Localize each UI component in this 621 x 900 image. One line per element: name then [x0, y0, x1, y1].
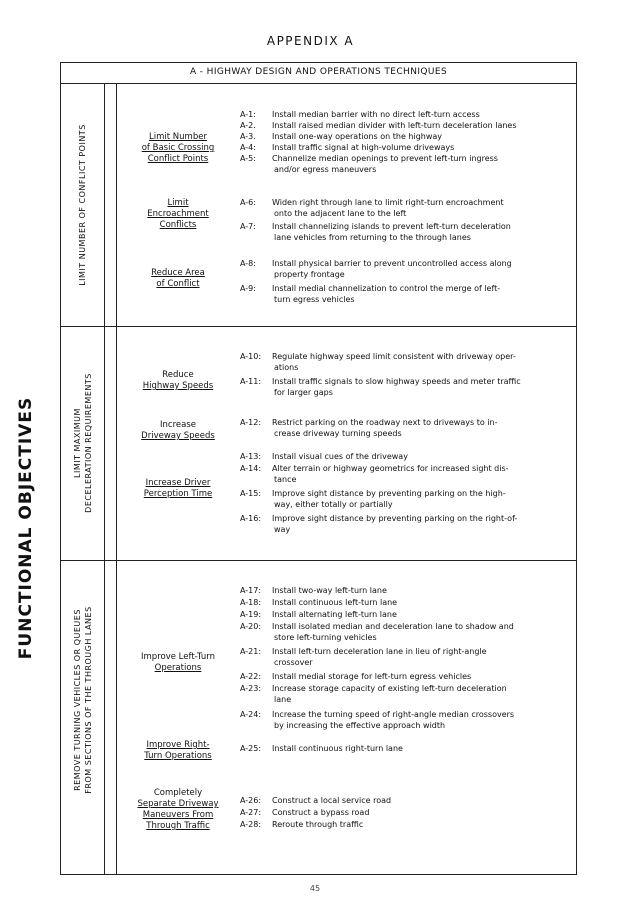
technique-code: A-25:: [240, 744, 262, 753]
technique-code: A-4:: [240, 143, 256, 152]
technique-text: Install continuous right-turn lane: [272, 744, 403, 753]
technique-text: property frontage: [274, 269, 345, 279]
technique-item: [240, 377, 562, 398]
subobjective-line: Reduce Area: [151, 268, 205, 278]
technique-item: [240, 672, 562, 683]
subobjective-line: of Conflict: [156, 279, 200, 289]
technique-code: A-1:: [240, 110, 256, 119]
technique-text: store left-turning vehicles: [274, 632, 377, 642]
technique-item: [240, 284, 562, 305]
technique-text: Improve sight distance by preventing parking on the high-: [272, 489, 506, 498]
technique-text: Install medial storage for left-turn egress vehicles: [272, 672, 472, 681]
technique-item: [240, 352, 562, 373]
technique-item: [240, 598, 562, 609]
subobjective: [118, 370, 238, 392]
technique-code: A-11:: [240, 377, 262, 386]
subobjective: [118, 132, 238, 165]
technique-text: Reroute through traffic: [272, 820, 364, 829]
technique-code: A-20:: [240, 622, 262, 631]
technique-item: [240, 259, 562, 280]
technique-code: A-13:: [240, 452, 262, 461]
technique-code: A-16:: [240, 514, 262, 523]
subobjective-line: Turn Operations: [144, 751, 212, 761]
technique-code: A-9:: [240, 284, 256, 293]
technique-text: Channelize median openings to prevent left-turn ingress: [272, 154, 498, 163]
technique-text: Construct a local service road: [272, 796, 392, 805]
technique-text: crossover: [274, 657, 313, 667]
technique-code: A-12:: [240, 418, 262, 427]
subobjective: [118, 478, 238, 500]
technique-code: A-10:: [240, 352, 262, 361]
group-divider: [60, 560, 577, 561]
technique-text: Install continuous left-turn lane: [272, 598, 398, 607]
side-title: FUNCTIONAL OBJECTIVES: [16, 396, 36, 660]
subobjective: [118, 420, 238, 442]
technique-code: A-3.: [240, 132, 256, 141]
technique-item: [240, 586, 562, 597]
technique-item: [240, 489, 562, 510]
technique-code: A-21:: [240, 647, 262, 656]
technique-text: Alter terrain or highway geometrics for increased sight dis-: [272, 464, 509, 473]
technique-text: Construct a bypass road: [272, 808, 370, 817]
technique-item: [240, 710, 562, 731]
technique-text: turn egress vehicles: [274, 294, 355, 304]
subobjective-line: Completely: [153, 788, 203, 798]
technique-item: [240, 198, 562, 219]
technique-text: Install traffic signals to slow highway speeds and meter traffic: [272, 377, 521, 386]
technique-code: A-19:: [240, 610, 262, 619]
technique-code: A-27:: [240, 808, 262, 817]
technique-text: Regulate highway speed limit consistent with driveway oper-: [272, 352, 516, 361]
technique-text: onto the adjacent lane to the left: [274, 208, 407, 218]
technique-text: by increasing the effective approach width: [274, 720, 446, 730]
technique-item: [240, 514, 562, 535]
technique-code: A-14:: [240, 464, 262, 473]
technique-text: way, either totally or partially: [274, 499, 393, 509]
objective-line: DECELERATION REQUIREMENTS: [84, 373, 93, 513]
technique-text: for larger gaps: [274, 387, 333, 397]
subobjective-line: of Basic Crossing: [141, 143, 215, 153]
page-number: 45: [309, 884, 321, 893]
technique-item: [240, 610, 562, 621]
technique-text: ations: [274, 362, 299, 372]
technique-item: [240, 744, 562, 755]
technique-item: [240, 143, 562, 154]
technique-code: A-23:: [240, 684, 262, 693]
subobjective-line: Operations: [154, 663, 202, 673]
technique-text: lane: [274, 694, 292, 704]
technique-text: Install channelizing islands to prevent left-turn deceleration: [272, 222, 511, 231]
objective-line: FROM SECTIONS OF THE THROUGH LANES: [84, 606, 93, 794]
technique-text: tance: [274, 474, 297, 484]
subobjective-line: Improve Left-Turn: [141, 652, 215, 662]
technique-text: Install median barrier with no direct left-turn access: [272, 110, 480, 119]
subobjective-line: Perception Time: [143, 489, 213, 499]
group-divider: [60, 326, 577, 327]
technique-code: A-15:: [240, 489, 262, 498]
technique-item: [240, 647, 562, 668]
subobjective: [118, 198, 238, 231]
technique-text: Install traffic signal at high-volume driveways: [272, 143, 455, 152]
subobjective-line: Through Traffic: [146, 821, 210, 831]
objective-column-divider: [104, 84, 105, 875]
subobjective-line: Encroachment: [147, 209, 209, 219]
technique-code: A-5:: [240, 154, 256, 163]
technique-text: Install left-turn deceleration lane in lieu of right-angle: [272, 647, 487, 656]
technique-text: Install two-way left-turn lane: [272, 586, 387, 595]
technique-code: A-8:: [240, 259, 256, 268]
technique-item: [240, 820, 562, 831]
subobjective-line: Highway Speeds: [142, 381, 214, 391]
section-header: A - HIGHWAY DESIGN AND OPERATIONS TECHNIQUES: [60, 62, 577, 84]
technique-text: Install alternating left-turn lane: [272, 610, 397, 619]
subobjective-line: Reduce: [162, 370, 194, 380]
technique-item: [240, 452, 562, 463]
subobjective-line: Conflict Points: [147, 154, 209, 164]
technique-item: [240, 796, 562, 807]
subobjective: [118, 268, 238, 290]
objective-group-2: [72, 333, 94, 553]
technique-code: A-24:: [240, 710, 262, 719]
technique-item: [240, 808, 562, 819]
subobjective-line: Driveway Speeds: [141, 431, 215, 441]
technique-code: A-6:: [240, 198, 256, 207]
subobjective-line: Limit: [167, 198, 189, 208]
technique-text: Install raised median divider with left-turn deceleration lanes: [272, 121, 517, 130]
technique-item: [240, 132, 562, 143]
technique-text: Increase the turning speed of right-angle median crossovers: [272, 710, 515, 719]
technique-text: way: [274, 524, 291, 534]
technique-item: [240, 418, 562, 439]
technique-item: [240, 622, 562, 643]
technique-item: [240, 154, 562, 175]
technique-item: [240, 222, 562, 243]
subobjective-line: Maneuvers From: [142, 810, 214, 820]
technique-text: Install isolated median and deceleration lane to shadow and: [272, 622, 514, 631]
subobjective: [118, 740, 238, 762]
technique-text: Install one-way operations on the highway: [272, 132, 443, 141]
technique-code: A-17:: [240, 586, 262, 595]
technique-item: [240, 684, 562, 705]
technique-text: Widen right through lane to limit right-turn encroachment: [272, 198, 504, 207]
subobjective-line: Limit Number: [149, 132, 207, 142]
subobjective: [118, 788, 238, 832]
subobjective: [118, 652, 238, 674]
subobjective-line: Conflicts: [159, 220, 197, 230]
subobjective-line: Increase Driver: [145, 478, 211, 488]
technique-text: Improve sight distance by preventing parking on the right-of-: [272, 514, 518, 523]
technique-item: [240, 464, 562, 485]
technique-code: A-22:: [240, 672, 262, 681]
objective-line: LIMIT NUMBER OF CONFLICT POINTS: [78, 124, 87, 286]
technique-code: A-26:: [240, 796, 262, 805]
technique-code: A-18:: [240, 598, 262, 607]
technique-code: A-7:: [240, 222, 256, 231]
technique-item: [240, 121, 562, 132]
subobjective-line: Improve Right-: [146, 740, 210, 750]
technique-text: Increase storage capacity of existing left-turn deceleration: [272, 684, 507, 693]
technique-text: Restrict parking on the roadway next to driveways to in-: [272, 418, 498, 427]
subobjective-column-divider: [116, 84, 117, 875]
technique-text: Install medial channelization to control the merge of left-: [272, 284, 501, 293]
objective-line: REMOVE TURNING VEHICLES OR QUEUES: [73, 609, 82, 791]
objective-group-3: [72, 560, 94, 840]
subobjective-line: Separate Driveway: [137, 799, 219, 809]
technique-text: and/or egress maneuvers: [274, 164, 377, 174]
page-title: APPENDIX A: [266, 34, 355, 48]
technique-code: A-2.: [240, 121, 256, 130]
technique-item: [240, 110, 562, 121]
technique-text: Install physical barrier to prevent uncontrolled access along: [272, 259, 512, 268]
technique-text: crease driveway turning speeds: [274, 428, 402, 438]
technique-text: Install visual cues of the driveway: [272, 452, 408, 461]
objective-group-1: [77, 95, 88, 315]
technique-text: lane vehicles from returning to the through lanes: [274, 232, 471, 242]
objective-line: LIMIT MAXIMUM: [73, 408, 82, 478]
technique-code: A-28:: [240, 820, 262, 829]
subobjective-line: Increase: [160, 420, 196, 430]
